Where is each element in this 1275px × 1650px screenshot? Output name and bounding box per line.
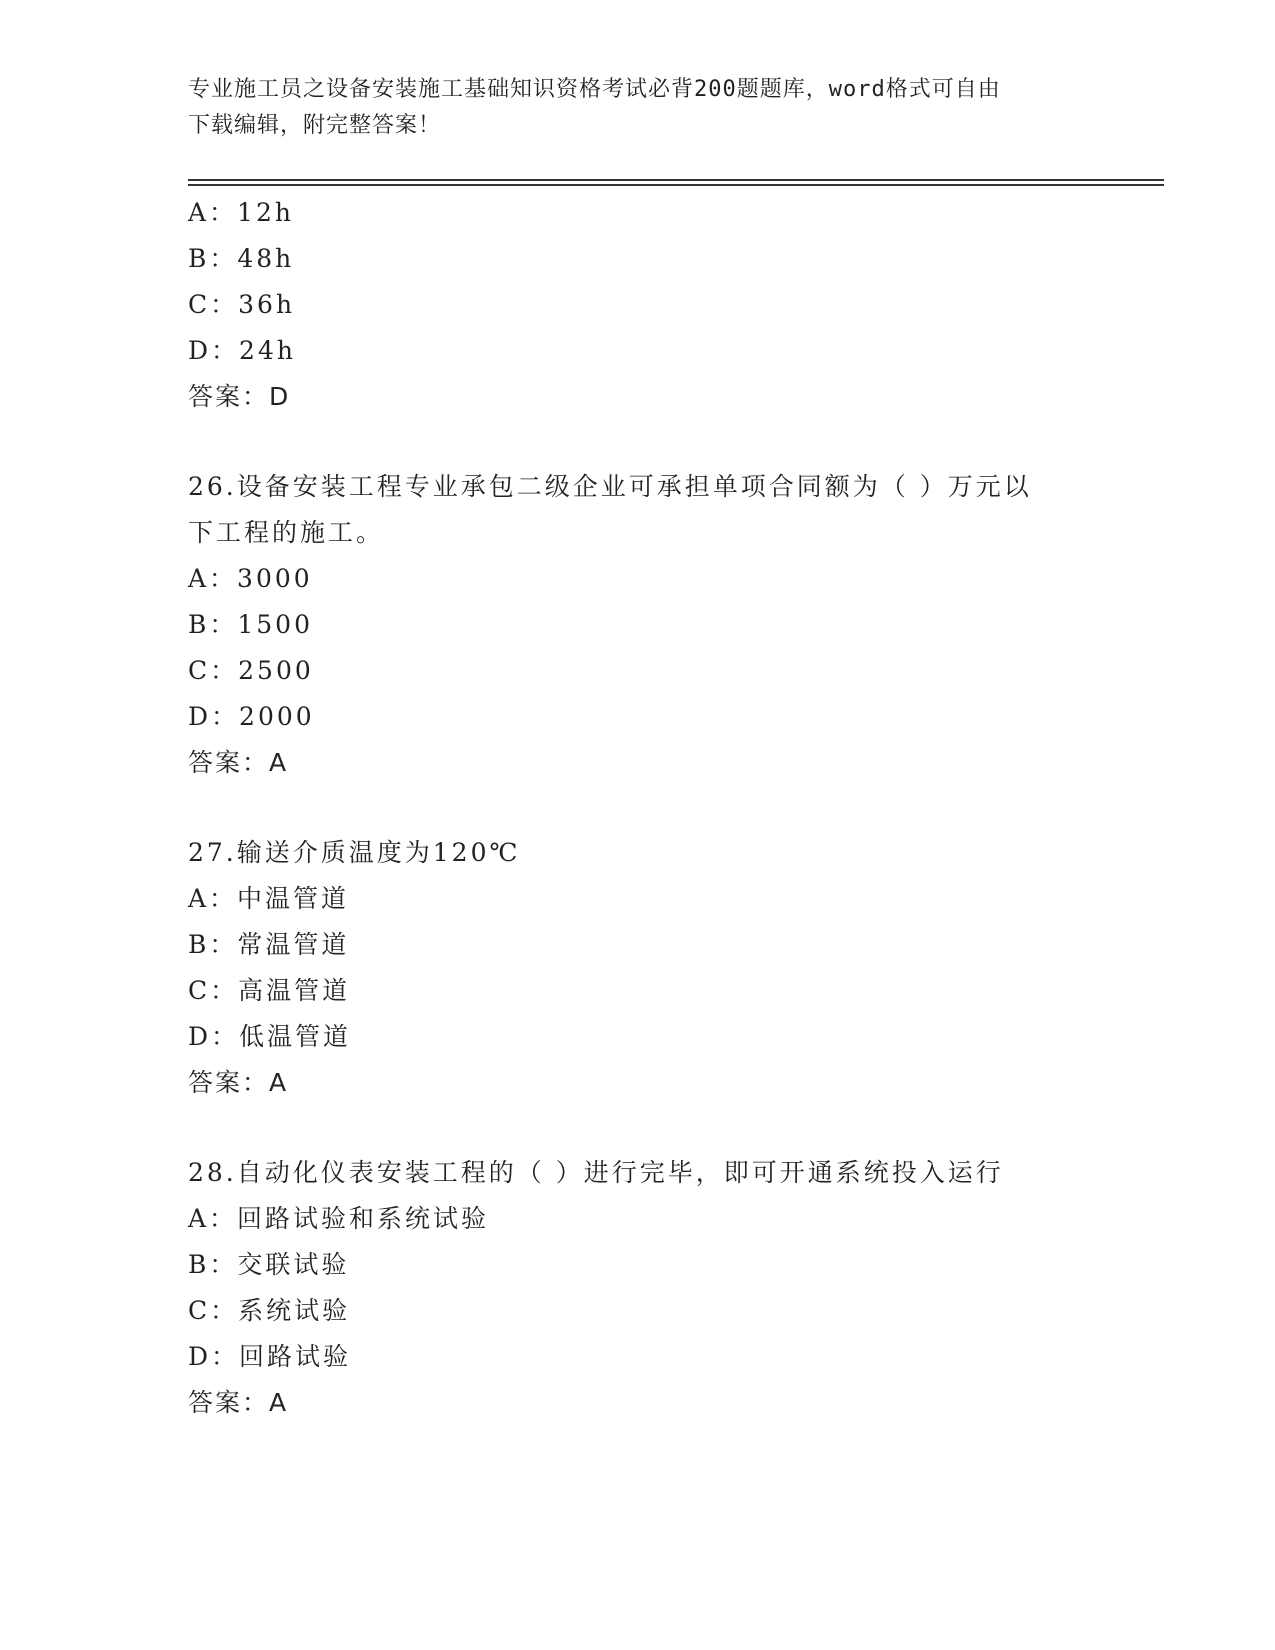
option-c: C：高温管道: [188, 976, 351, 1005]
header-line-2: 下载编辑，附完整答案！: [188, 113, 442, 138]
option-c: C：36h: [188, 290, 296, 319]
question-stem-line-1: 27.输送介质温度为120℃: [188, 838, 521, 867]
option-b: B：48h: [188, 244, 295, 273]
document-header: [188, 72, 1068, 144]
option-c: C：系统试验: [188, 1296, 351, 1325]
header-line-1: 专业施工员之设备安装施工基础知识资格考试必背200题题库，word格式可自由: [188, 77, 1001, 102]
option-d: D：2000: [188, 702, 315, 731]
answer: 答案：A: [188, 748, 289, 777]
answer: 答案：A: [188, 1388, 289, 1417]
question-28: [188, 1150, 1088, 1426]
option-a: A：12h: [188, 198, 294, 227]
question-stem-line-1: 26.设备安装工程专业承包二级企业可承担单项合同额为（ ）万元以: [188, 472, 1032, 501]
option-b: B：1500: [188, 610, 313, 639]
answer: 答案：D: [188, 382, 291, 411]
option-a: A：中温管道: [188, 884, 350, 913]
option-b: B：交联试验: [188, 1250, 350, 1279]
option-d: D：24h: [188, 336, 296, 365]
option-d: D：低温管道: [188, 1022, 352, 1051]
header-rule-top: [188, 179, 1164, 181]
question-stem-line-1: 28.自动化仪表安装工程的（ ）进行完毕，即可开通系统投入运行: [188, 1158, 1004, 1187]
question-list: [188, 190, 1088, 1426]
option-a: A：3000: [188, 564, 313, 593]
option-a: A：回路试验和系统试验: [188, 1204, 490, 1233]
answer: 答案：A: [188, 1068, 289, 1097]
option-d: D：回路试验: [188, 1342, 352, 1371]
header-rule-bottom: [188, 184, 1164, 186]
option-c: C：2500: [188, 656, 314, 685]
question-25: [188, 190, 1088, 420]
option-b: B：常温管道: [188, 930, 350, 959]
question-26: [188, 464, 1088, 786]
question-27: [188, 830, 1088, 1106]
question-stem-line-2: 下工程的施工。: [188, 518, 385, 547]
